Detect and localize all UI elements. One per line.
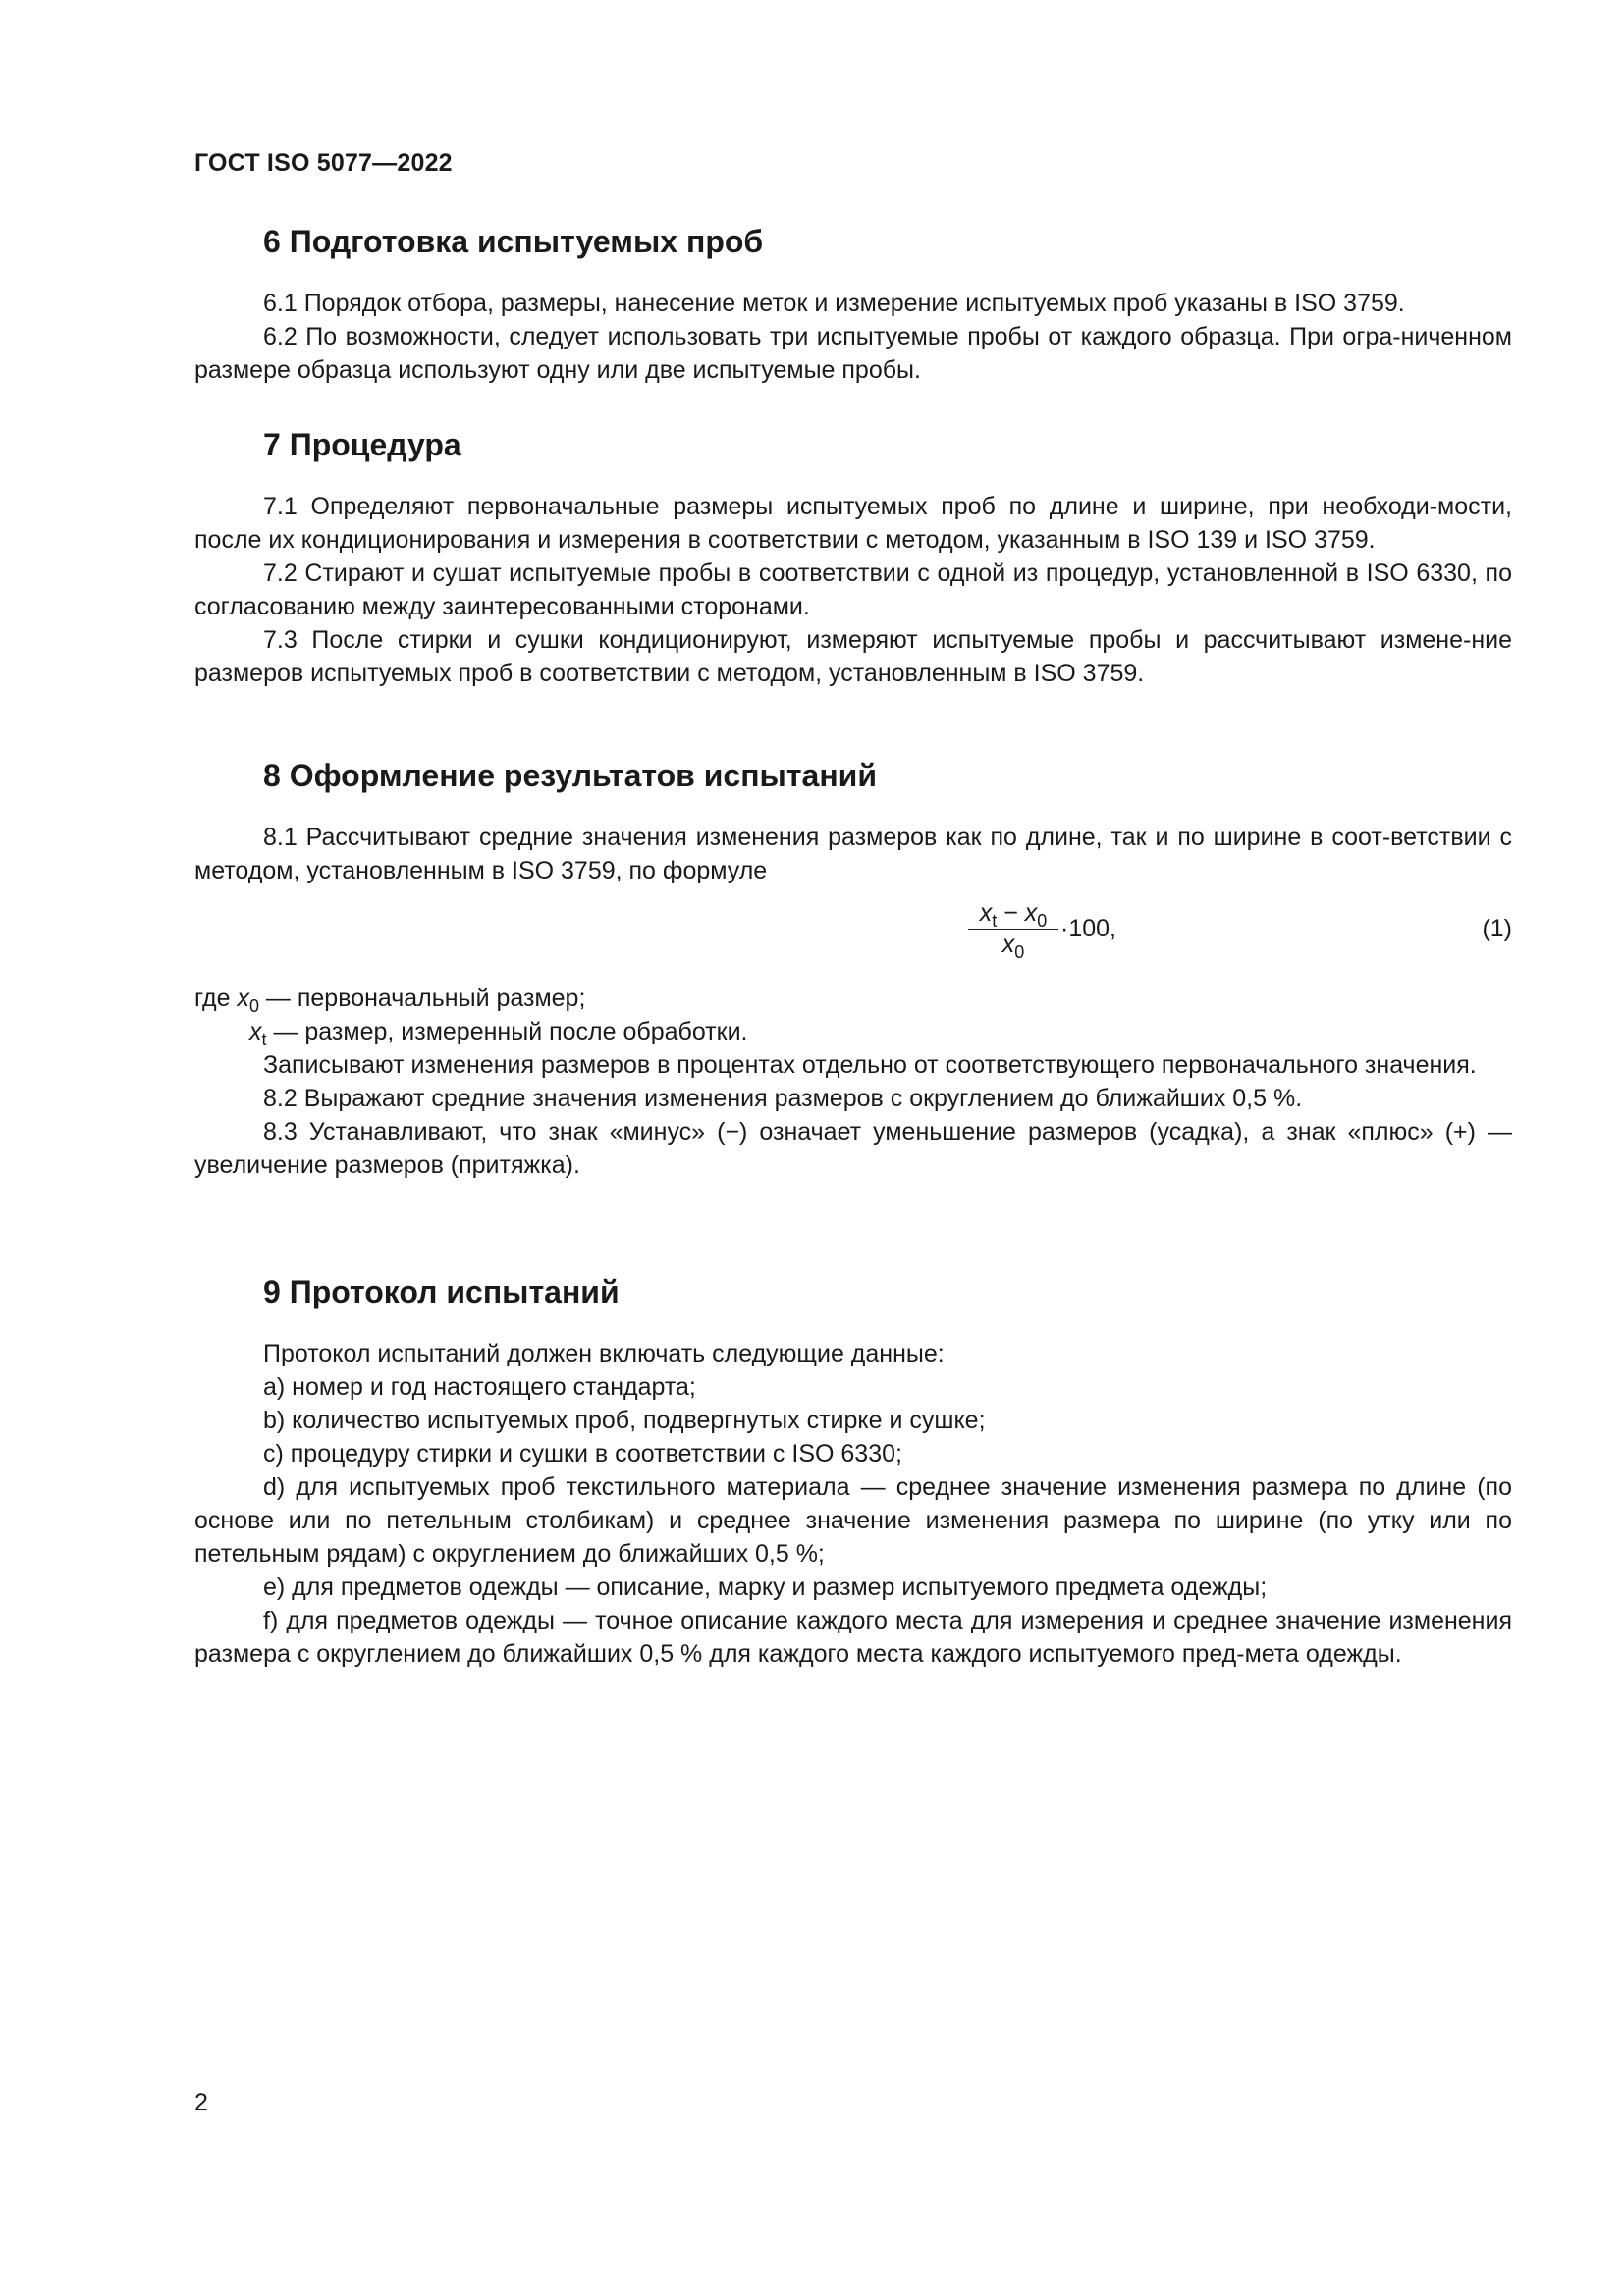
formula-number: (1) [1482, 915, 1512, 942]
list-item-a: a) номер и год настоящего стандарта; [263, 1373, 696, 1401]
paragraph-7-2: 7.2 Стирают и сушат испытуемые пробы в соответствии с одной из процедур, установленной в ISO 6330, по согласованию между заинтересованными сторонами. [194, 560, 1512, 620]
document-header: ГОСТ ISO 5077—2022 [194, 149, 453, 177]
formula-explanation [194, 982, 1512, 1182]
page-number: 2 [194, 2089, 208, 2116]
section-8-body [194, 821, 1512, 887]
list-item-f: f) для предметов одежды — точное описание каждого места для измерения и среднее значение изменения размера с округлением до ближайших 0,5 % для каждого места каждого испытуемого пред-мета одежды. [194, 1607, 1512, 1668]
formula-denominator: $x_0$ [1001, 931, 1025, 962]
formula-fraction [968, 899, 1058, 962]
section-9-title: 9 Протокол испытаний [263, 1274, 620, 1309]
paragraph-6-1: 6.1 Порядок отбора, размеры, нанесение меток и измерение испытуемых проб указаны в ISO 3759. [263, 290, 1405, 317]
section-8-title: 8 Оформление результатов испытаний [263, 758, 877, 793]
where-xt: $x_t$ — размер, измеренный после обработки. [249, 1018, 748, 1049]
formula-1 [194, 893, 1512, 962]
list-item-e: e) для предметов одежды — описание, марку и размер испытуемого предмета одежды; [263, 1574, 1268, 1601]
section-6-body [194, 287, 1512, 387]
paragraph-7-3: 7.3 После стирки и сушки кондиционируют, измеряют испытуемые пробы и рассчитывают измене-ние размеров испытуемых проб в соответствии с методом, установленным в ISO 3759. [194, 626, 1512, 687]
formula-multiplier: ·100, [1060, 915, 1116, 942]
section-9-body [194, 1337, 1512, 1671]
paragraph-8-3: 8.3 Устанавливают, что знак «минус» (−) означает уменьшение размеров (усадка), а знак «плюс» (+) — увеличение размеров (притяжка). [194, 1118, 1512, 1179]
paragraph-8-2: 8.2 Выражают средние значения изменения размеров с округлением до ближайших 0,5 %. [263, 1085, 1303, 1112]
list-item-c: c) процедуру стирки и сушки в соответствии с ISO 6330; [263, 1440, 902, 1468]
where-x0: где $x_0$ — первоначальный размер; [194, 985, 586, 1016]
formula-numerator: $x_t - x_0$ [968, 899, 1058, 930]
section-7-body [194, 490, 1512, 690]
section-6-title: 6 Подготовка испытуемых проб [263, 224, 764, 259]
list-item-d: d) для испытуемых проб текстильного материала — среднее значение изменения размера по длине (по основе или по петельным столбикам) и среднее значение изменения размера по ширине (по утку или по петельным рядам) с округлением до ближайших 0,5 %; [194, 1473, 1512, 1568]
paragraph-8-record: Записывают изменения размеров в процентах отдельно от соответствующего первоначального значения. [263, 1051, 1477, 1079]
paragraph-7-1: 7.1 Определяют первоначальные размеры испытуемых проб по длине и ширине, при необходи-мости, после их кондиционирования и измерения в соответствии с методом, указанным в ISO 139 и ISO 3759. [194, 493, 1512, 554]
paragraph-9-intro: Протокол испытаний должен включать следующие данные: [263, 1340, 945, 1367]
paragraph-6-2: 6.2 По возможности, следует использовать три испытуемые пробы от каждого образца. При огра-ниченном размере образца используют одну или две испытуемые пробы. [194, 323, 1512, 384]
section-7-title: 7 Процедура [263, 427, 461, 462]
paragraph-8-1: 8.1 Рассчитывают средние значения изменения размеров как по длине, так и по ширине в соот-ветствии с методом, установленным в ISO 3759, по формуле [194, 824, 1512, 884]
list-item-b: b) количество испытуемых проб, подвергнутых стирке и сушке; [263, 1407, 986, 1434]
